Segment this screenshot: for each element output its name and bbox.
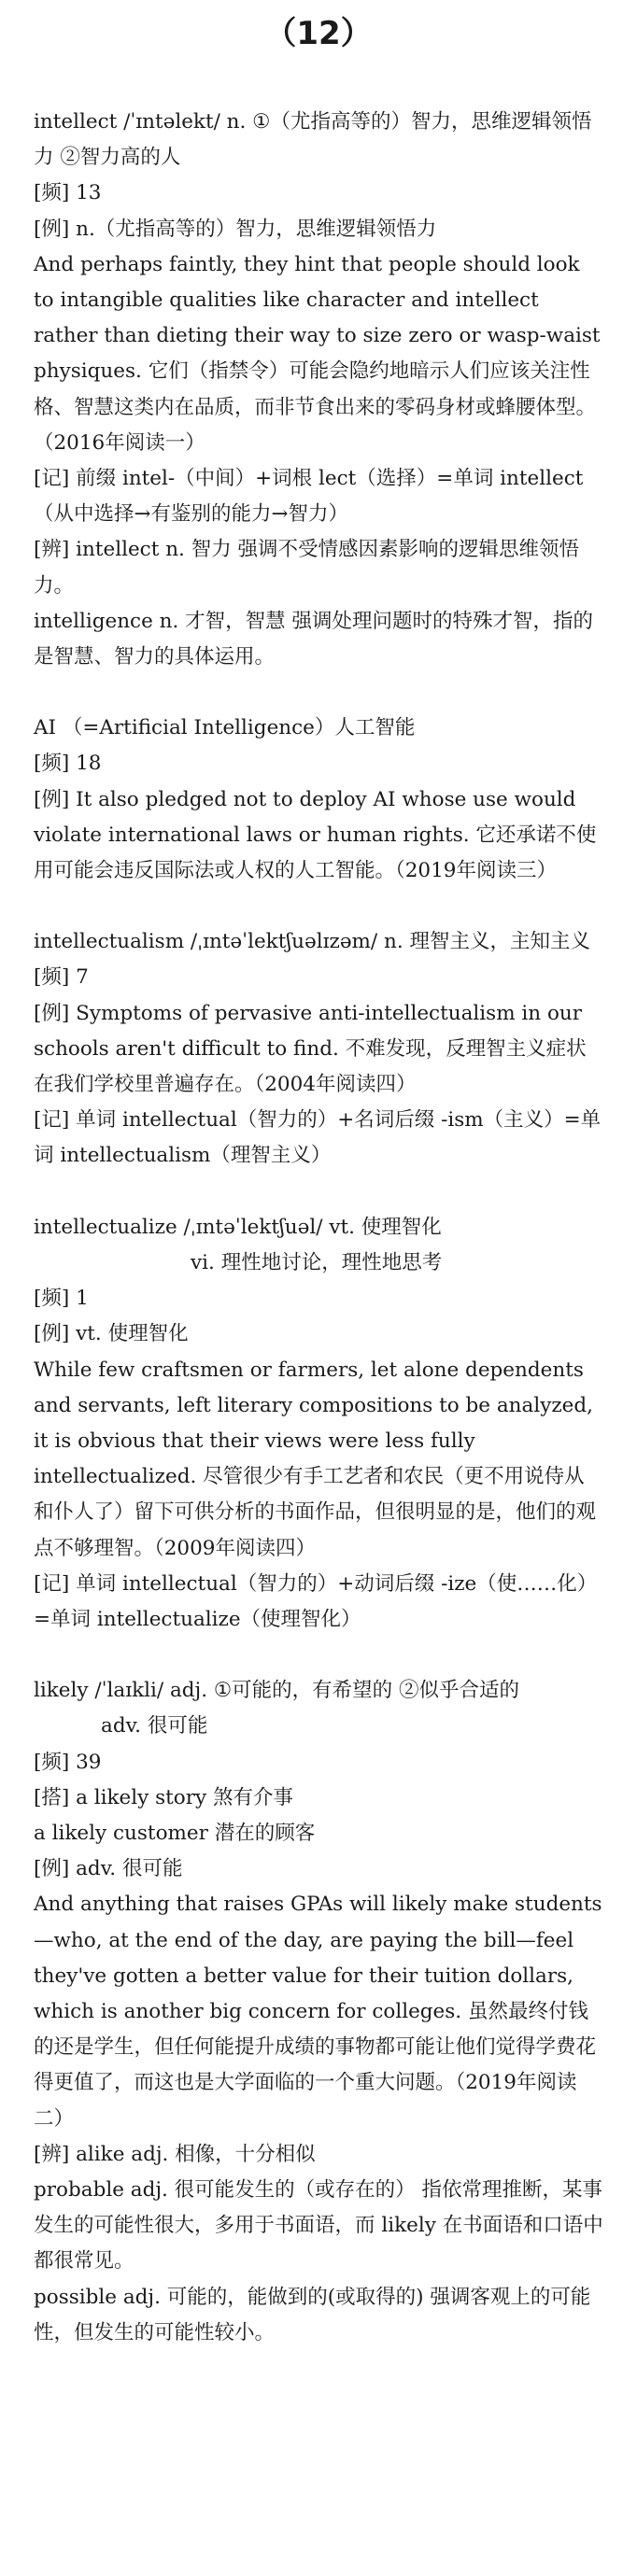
distinction-note: [辨] alike adj. 相像，十分相似 <box>34 2142 316 2166</box>
entry-ai <box>34 711 603 889</box>
frequency-line: [频] 39 <box>34 1750 102 1774</box>
example-label: [例] n.（尤指高等的）智力，思维逻辑领悟力 <box>34 217 437 241</box>
headword-line: intellectualism /ˌɪntəˈlektʃuəlɪzəm/ n. 理智主义，主知主义 <box>34 930 591 954</box>
example-sentence: And anything that raises GPAs will likely make students—who, at the end of the day, are paying the bill—feel they've gotten a better value for their tuition dollars, which is another big concern for colleges. 虽然最终付钱的还是学生，但任何能提升成绩的事物都可能让他们觉得学费花得更值了，而这也是大学面临的一个重大问题。（2019年阅读二） <box>34 1893 602 2131</box>
collocation-line: a likely customer 潜在的顾客 <box>34 1821 316 1845</box>
example-sentence: While few craftsmen or farmers, let alone dependents and servants, left literary compositions to be analyzed, it is obvious that their views were less fully intellectualized. 尽管很少有手工艺者和农民（更不用说侍从和仆人了）留下可供分析的书面作品，但很明显的是，他们的观点不够理智。（2009年阅读四） <box>34 1358 597 1560</box>
entry-likely <box>34 1673 603 2351</box>
distinction-note: possible adj. 可能的，能做到的(或取得的) 强调客观上的可能性，但发生的可能性较小。 <box>34 2285 591 2344</box>
example-sentence: And perhaps faintly, they hint that people should look to intangible qualities like character and intellect rather than dieting their way to size zero or wasp-waist physiques. 它们（指禁令）可能会隐约地暗示人们应该关注性格、智慧这类内在品质，而非节食出来的零码身材或蜂腰体型。（2016年阅读一） <box>34 252 601 455</box>
sense-line: vi. 理性地讨论，理性地思考 <box>191 1250 443 1274</box>
page-number: （12） <box>264 15 373 52</box>
distinction-note: [辨] intellect n. 智力 强调不受情感因素影响的逻辑思维领悟力。 <box>34 538 580 598</box>
example-label: [例] adv. 很可能 <box>34 1857 183 1881</box>
example-sentence: [例] It also pledged not to deploy AI whose use would violate international laws or human rights. 它还承诺不使用可能会违反国际法或人权的人工智能。（2019年阅读三） <box>34 787 597 883</box>
headword-line: intellect /ˈɪntəlekt/ n. ①（尤指高等的）智力，思维逻辑领悟力 ②智力高的人 <box>34 110 592 170</box>
example-sentence: [例] Symptoms of pervasive anti-intellectualism in our schools aren't difficult to find. 不难发现，反理智主义症状在我们学校里普遍存在。（2004年阅读四） <box>34 1001 587 1097</box>
frequency-line: [频] 13 <box>34 181 102 205</box>
memory-note: [记] 单词 intellectual（智力的）+动词后缀 -ize（使……化）=单词 intellectualize（使理智化） <box>34 1571 598 1631</box>
frequency-line: [频] 1 <box>34 1287 89 1311</box>
memory-note: [记] 单词 intellectual（智力的）+名词后缀 -ism（主义）=单词 intellectualism（理智主义） <box>34 1108 602 1168</box>
frequency-line: [频] 7 <box>34 965 89 990</box>
headword-line: AI （=Artificial Intelligence）人工智能 <box>34 716 416 740</box>
example-label: [例] vt. 使理智化 <box>34 1322 189 1346</box>
distinction-note: intelligence n. 才智，智慧 强调处理问题时的特殊才智，指的是智慧、智力的具体运用。 <box>34 609 593 669</box>
distinction-note: probable adj. 很可能发生的（或存在的） 指依常理推断，某事发生的可能性很大，多用于书面语，而 likely 在书面语和口语中都很常见。 <box>34 2177 603 2273</box>
entry-intellectualize <box>34 1210 603 1638</box>
collocation-line: [搭] a likely story 煞有介事 <box>34 1785 293 1809</box>
headword-line: likely /ˈlaɪkli/ adj. ①可能的，有希望的 ②似乎合适的 <box>34 1679 519 1703</box>
frequency-line: [频] 18 <box>34 752 102 776</box>
sense-line: adv. 很可能 <box>101 1714 208 1738</box>
headword-line: intellectualize /ˌɪntəˈlektʃuəl/ vt. 使理智化 <box>34 1215 442 1239</box>
memory-note: [记] 前缀 intel-（中间）+词根 lect（选择）=单词 intellect（从中选择→有鉴别的能力→智力） <box>34 467 584 527</box>
entry-intellect <box>34 105 603 675</box>
entry-intellectualism <box>34 924 603 1174</box>
